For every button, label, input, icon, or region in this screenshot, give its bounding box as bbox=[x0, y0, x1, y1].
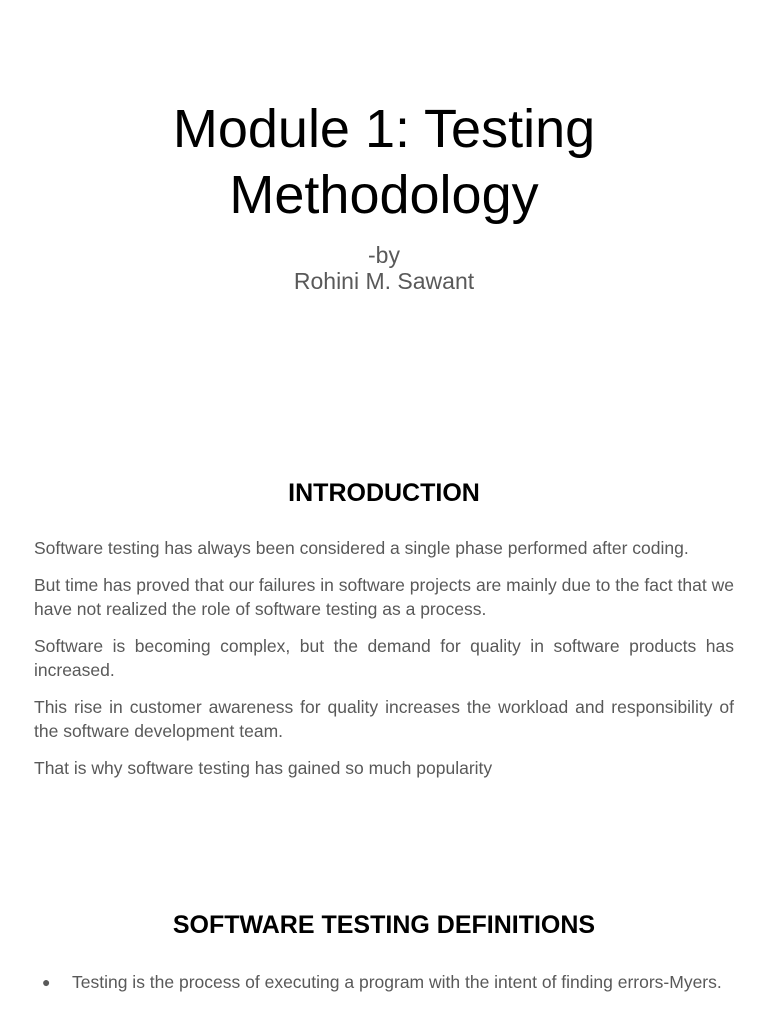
title-line-2: Methodology bbox=[229, 165, 539, 225]
introduction-slide bbox=[0, 432, 768, 864]
introduction-paragraph: That is why software testing has gained so much popularity bbox=[34, 758, 493, 778]
byline bbox=[0, 242, 768, 294]
definitions-slide bbox=[0, 864, 768, 1024]
introduction-paragraph: But time has proved that our failures in software projects are mainly due to the fact that we have not realized the role of software testing as a process. bbox=[34, 575, 734, 619]
bullet-icon: ● bbox=[42, 974, 51, 990]
introduction-paragraph: Software testing has always been considered a single phase performed after coding. bbox=[34, 538, 689, 558]
introduction-paragraph: Software is becoming complex, but the demand for quality in software products has increased. bbox=[34, 636, 734, 680]
introduction-body bbox=[34, 536, 734, 793]
slide-title bbox=[0, 96, 768, 228]
title-line-1: Module 1: Testing bbox=[172, 99, 596, 159]
definitions-heading: SOFTWARE TESTING DEFINITIONS bbox=[172, 911, 596, 939]
introduction-heading: INTRODUCTION bbox=[288, 479, 480, 507]
byline-prefix: -by bbox=[368, 242, 400, 268]
definition-item bbox=[34, 969, 734, 995]
title-slide bbox=[0, 0, 768, 432]
author-name: Rohini M. Sawant bbox=[293, 268, 475, 294]
introduction-paragraph: This rise in customer awareness for quality increases the workload and responsibility of the software development team. bbox=[34, 697, 734, 741]
definitions-list bbox=[34, 969, 734, 995]
definition-text: Testing is the process of executing a program with the intent of finding errors-Myers. bbox=[72, 972, 722, 992]
